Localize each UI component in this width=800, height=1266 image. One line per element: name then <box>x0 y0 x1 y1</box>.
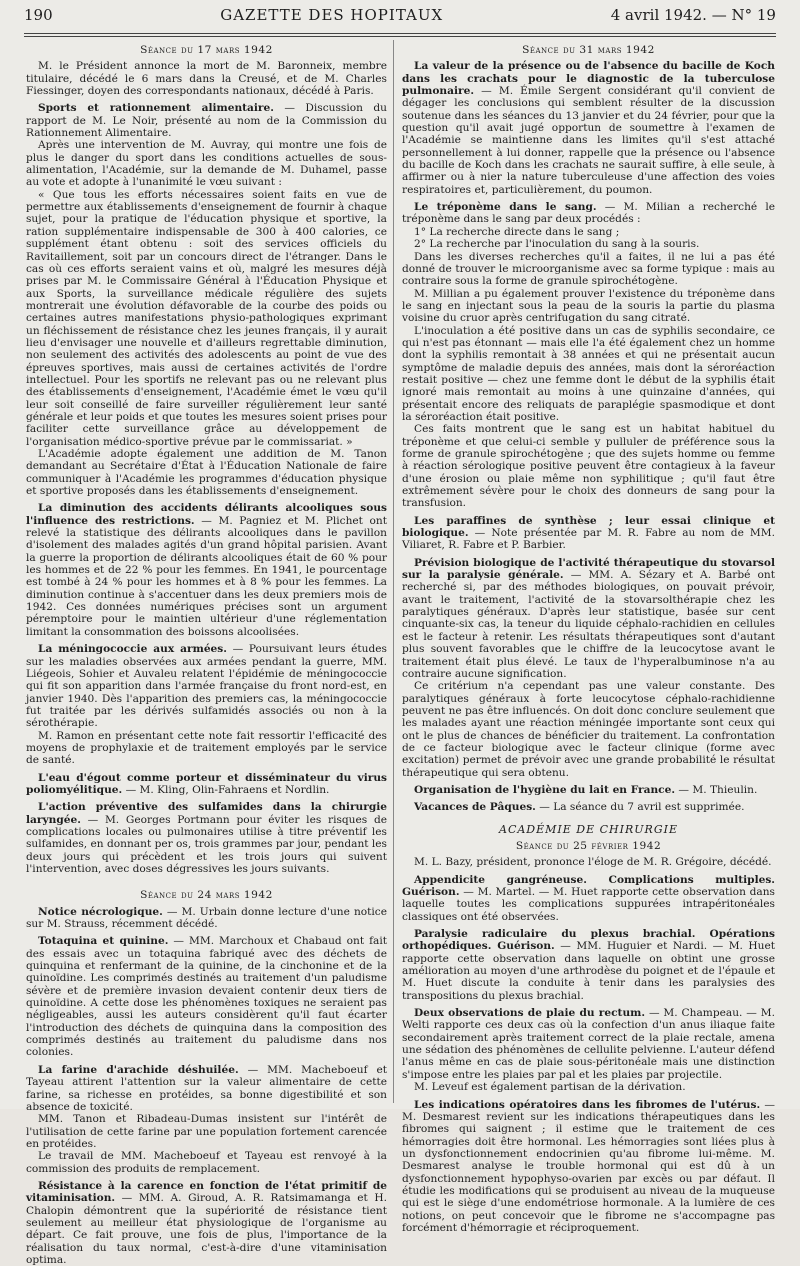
paragraph: Après une intervention de M. Auvray, qui montre une fois de plus le danger du sport dans les conditions actuelles de sous-alimentation, l'Académie, sur la demande de M. Duhamel, passe au vote et adopte à l'unanimité le vœu suivant : <box>26 139 387 189</box>
article-body: — Poursuivant leurs études sur les maladies observées aux armées pendant la guerre, MM. Liégeois, Sohier et Auvaleu relatent l'épidémie de méningococcie qui fit son apparition dans l'armée française du front nord-est, en janvier 1940. Dès l'apparition des premiers cas, la méningococcie fut traitée par les dérivés sulfamidés associés ou non à la sérothérapie. <box>26 643 387 730</box>
article <box>402 557 775 680</box>
article <box>26 1064 387 1113</box>
article <box>26 643 387 729</box>
article-body: — MM. Marchoux et Chabaud ont fait des essais avec un totaquina fabriqué avec des déchets de quinquina et renfermant de la quinine, de la cinchonine et de la quinoïdine. Les comprimés destinés au traitement d'un paludisme sévère et de première invasion devaient contenir deux tiers de quinoïdine. A cette dose les phénomènes toxiques ne seraient pas négligeables, aussi les auteurs considèrent qu'il faut écarter l'introduction des déchets de quinquina dans la composition des comprimés destinés au traitement du paludisme dans nos colonies. <box>26 935 387 1059</box>
paragraph: M. le Président annonce la mort de M. Baronneix, membre titulaire, décédé le 6 mars dans la Creusé, et de M. Charles Fiessinger, doyen des correspondants nationaux, décédé à Paris. <box>26 60 387 98</box>
paragraph: L'Académie adopte également une addition de M. Tanon demandant au Secrétaire d'État à l'Éducation Nationale de faire communiquer à l'Académie les programmes d'éducation physique et sportive proposés dans les établissements d'enseignement. <box>26 448 387 498</box>
paragraph: M. Ramon en présentant cette note fait ressortir l'efficacité des moyens de prophylaxie et de traitement employés par le service de santé. <box>26 729 387 767</box>
article <box>26 102 387 139</box>
paragraph: 2° La recherche par l'inoculation du sang à la souris. <box>414 238 700 251</box>
header-rule-double <box>24 36 776 37</box>
article-body: — M. Georges Portmann pour éviter les risques de complications locales ou pulmonaires utilise à titre préventif les sulfamides, en donnant per os, trois grammes par jour, pendant les deux jours qui précèdent et les trois jours qui suivent l'intervention, avec doses dégressives les jours suivants. <box>26 813 387 875</box>
paragraph: Ces faits montrent que le sang est un habitat habituel du tréponème et que celui-ci semble y pulluler de préférence sous la forme de granule spirochétogène ; que des sujets homme ou femme à réaction sérologique positive peuvent être contagieux à la faveur d'une érosion ou plaie même non syphilitique ; qu'il faut être extrêmement sévère pour le choix des donneurs de sang pour la transfusion. <box>402 423 775 510</box>
journal-title: GAZETTE DES HOPITAUX <box>220 6 444 24</box>
paragraph: « Que tous les efforts nécessaires soient faits en vue de permettre aux établissements d'enseignement de fournir à chaque sujet, pour la pratique de l'éducation physique et sportive, la ration supplémentaire indispensable de 300 à 400 calories, ce supplément étant obtenu : soit des services officiels du Ravitaillement, soit par un concours direct de l'étranger. Dans le cas où ces efforts seraient vains et où, malgré les mesures déjà prises par M. le Commissaire Général à l'Éducation Physique et aux Sports, la surveillance médicale régulière des sujets montrerait une évolution défavorable de la courbe des poids ou certaines autres manifestations physio-pathologiques exprimant un fléchissement de résistance chez les jeunes français, il y aurait lieu d'envisager une nouvelle et d'ailleurs regrettable diminution, non seulement des activités des adolescents au point de vue des épreuves sportives, mais aussi de certaines activités de l'ordre intellectuel. Pour les sportifs ne relevant pas ou ne relevant plus des établissements d'enseignement, l'Académie émet le vœu qu'il leur soit conseillé de faire surveiller régulièrement leur santé générale et leur poids et que toutes les mesures soient prises pour faciliter cette surveillance grâce au développement de l'organisation médico-sportive prévue par le commissariat. » <box>26 188 387 448</box>
paragraph: MM. Tanon et Ribadeau-Dumas insistent sur l'intérêt de l'utilisation de cette farine par une population fortement carencée en protéides. <box>26 1113 387 1150</box>
column-divider <box>393 40 394 1103</box>
article-title: L'action préventive des sulfamides dans la chirurgie laryngée. <box>26 801 387 826</box>
article-body: — MM. Macheboeuf et Tayeau attirent l'attention sur la valeur alimentaire de cette farine, sa richesse en protéides, sa bonne digestibilité et son absence de toxicité. <box>26 1063 388 1113</box>
article-title: Notice nécrologique. <box>38 905 163 918</box>
article-body: — M. Martel. — M. Huet rapporte cette observation dans laquelle toutes les complications suppurées intrapéritonéales classiques ont été observées. <box>402 886 775 923</box>
paragraph: 1° La recherche directe dans le sang ; <box>414 225 620 238</box>
article-title: Les paraffines de synthèse ; leur essai clinique et biologique. <box>402 514 775 540</box>
paragraph: M. Millian a pu également prouver l'existence du tréponème dans le sang en injectant sous la peau de la souris la partie du plasma voisine du cruor après centrifugation du sang citraté. <box>402 287 775 325</box>
article-title: Résistance à la carence en fonction de l'état primitif de vitaminisation. <box>26 1179 387 1205</box>
article <box>402 928 775 1002</box>
article <box>26 1180 387 1266</box>
article-title: Les indications opératoires dans les fibromes de l'utérus. <box>414 1098 761 1111</box>
article-body: — MM. A. Giroud, A. R. Ratsimamanga et H. Chalopin démontrent que la supériorité de résistance tient seulement au meilleur état physiologique de l'organisme au départ. Ce fait prouve, une fois de plus, l'importance de la réalisation du taux normal, c'est-à-dire d'une vitaminisation optima. <box>26 1192 387 1266</box>
article-body: — La séance du 7 avril est supprimée. <box>535 801 745 814</box>
article <box>26 935 387 1058</box>
paragraph: M. Leveuf est également partisan de la dérivation. <box>414 1081 686 1094</box>
paragraph: L'inoculation a été positive dans un cas de syphilis secondaire, ce qui n'est pas étonnant — mais elle l'a été également chez un homme dont la syphilis remontait à 38 années et qui ne présentait aucun symptôme de maladie depuis des années, mais dont la séroréaction restait positive — chez une femme dont le début de la syphilis était ignoré mais remontait au moins à une quinzaine d'années, qui présentait encore des reliquats de paraplégie spasmodique et dont la séroréaction était positive. <box>402 324 775 423</box>
article-body: — MM. A. Sézary et A. Barbé ont recherché si, par des méthodes biologiques, on pouvait prévoir, avant le traitement, l'activité de la stovarsolthérapie chez les paralytiques généraux. D'après leur statistique, basée sur cent cinquante-six cas, la teneur du liquide céphalo-rachidien en cellules est le facteur à retenir. Les résultats thérapeutiques sont d'autant plus souvent favorables que le chiffre de la leucocytose avant le traitement était plus élevé. Le taux de l'hyperalbuminose n'a au contraire aucune signification. <box>402 569 775 680</box>
seance-heading: Séance du 31 mars 1942 <box>522 44 655 56</box>
seance-heading: Séance du 25 février 1942 <box>515 839 662 852</box>
article-body: — MM. Huguier et Nardi. — M. Huet rapporte cette observation dans laquelle on obtint une grosse amélioration au moyen d'une arthrodèse du poignet et de l'épaule et M. Huet discute la conduite à tenir dans les paralysies des transpositions du plexus brachial. <box>402 940 776 1002</box>
issue-date: 4 avril 1942. — N° 19 <box>610 6 776 24</box>
article-title: L'eau d'égout comme porteur et disséminateur du virus poliomyélitique. <box>26 771 387 796</box>
paragraph: Le travail de MM. Macheboeuf et Tayeau est renvoyé à la commission des produits de remplacement. <box>26 1150 387 1175</box>
article-title: Paralysie radiculaire du plexus brachial. Opérations orthopédiques. Guérison. <box>402 928 775 953</box>
article-title: La méningococcie aux armées. <box>38 643 227 656</box>
article <box>26 801 387 875</box>
article-title: Le tréponème dans le sang. <box>414 201 597 214</box>
article-title: Sports et rationnement alimentaire. <box>38 102 274 115</box>
article-body: — Discussion du rapport de M. Le Noir, présenté au nom de la Commission du Rationnement Alimentaire. <box>26 102 387 140</box>
left-column <box>26 42 388 1266</box>
article-title: Vacances de Pâques. <box>414 801 536 814</box>
article <box>402 201 775 226</box>
paragraph: M. L. Bazy, président, prononce l'éloge de M. R. Grégoire, décédé. <box>414 856 772 869</box>
article <box>26 772 387 797</box>
article <box>402 801 775 813</box>
article-body: — M. Champeau. — M. Welti rapporte ces deux cas où la confection d'un anus iliaque faite secondairement après traitement correct de la plaie rectale, amena une sédation des phénomènes de cellulite pelvienne. L'auteur défend l'anus même en cas de plaie sous-péritonéale mais une distinction s'impose entre les plaies par pal et les plaies par projectile. <box>402 1007 775 1081</box>
page-number: 190 <box>24 6 53 24</box>
paragraph: Ce critérium n'a cependant pas une valeur constante. Des paralytiques généraux à forte leucocytose céphalo-rachidienne peuvent ne pas être influencés. On doit donc conclure seulement que les malades ayant une réaction méningée importante sont ceux qui ont le plus de chances de bénéficier du traitement. La confrontation de ce facteur biologique avec le facteur clinique (forme avec excitation) permet de prévoir avec une grande probabilité le résultat thérapeutique qui sera obtenu. <box>402 680 775 779</box>
article <box>402 1007 775 1081</box>
article <box>402 784 775 796</box>
article-body: — M. Thieulin. <box>675 783 758 796</box>
article-title: Appendicite gangréneuse. Complications multiples. Guérison. <box>402 873 775 898</box>
article <box>26 906 387 931</box>
seance-heading: Séance du 17 mars 1942 <box>140 44 273 56</box>
article-title: Prévision biologique de l'activité thérapeutique du stovarsol sur la paralysie générale. <box>402 556 775 582</box>
article <box>402 515 775 552</box>
article-title: La valeur de la présence ou de l'absence du bacille de Koch dans les crachats pour le diagnostic de la tuberculose pulmonaire. <box>402 60 775 98</box>
article-title: La farine d'arachide déshuilée. <box>38 1063 239 1076</box>
article <box>26 502 387 638</box>
article-body: — M. Pagniez et M. Plichet ont relevé la statistique des délirants alcooliques dans le pavillon d'isolement des malades agités d'un grand hôpital parisien. Avant la guerre la proportion de délirants alcooliques était de 60 % pour les hommes et de 22 % pour les femmes. En 1941, le pourcentage est tombé à 24 % pour les hommes et à 8 % pour les femmes. La diminution continue à s'accentuer dans les deux premiers mois de 1942. Ces données numériques précises sont un argument péremptoire pour le maintien ultérieur d'une réglementation limitant la consommation des boissons alcoolisées. <box>26 514 388 638</box>
article-title: Organisation de l'hygiène du lait en France. <box>414 783 676 796</box>
article <box>402 874 775 923</box>
article-title: La diminution des accidents délirants alcooliques sous l'influence des restrictions. <box>26 502 387 527</box>
article-body: — M. Milian a recherché le tréponème dans le sang par deux procédés : <box>402 201 775 226</box>
page-header <box>24 6 776 32</box>
article <box>402 60 775 196</box>
right-column <box>402 42 776 1234</box>
article <box>402 1099 775 1235</box>
article-body: — Note présentée par M. R. Fabre au nom de MM. Viliaret, R. Fabre et P. Barbier. <box>402 527 775 552</box>
article-body: — M. Émile Sergent considérant qu'il convient de dégager les conclusions qui semblent résulter de la discussion soutenue dans les séances du 13 janvier et du 24 février, pour que la question qu'il avait jugé opportun de soumettre à l'examen de l'Académie se maintienne dans les limites qu'il s'est attaché personnellement à lui donner, rappelle que la présence ou l'absence du bacille de Koch dans les crachats ne saurait suffire, à elle seule, à affirmer ou à nier la nature tuberculeuse d'une affection des voies respiratoires et, particulièrement, du poumon. <box>402 85 775 196</box>
header-rule <box>24 33 776 34</box>
paragraph: Dans les diverses recherches qu'il a faites, il ne lui a pas été donné de trouver le microorganisme avec sa forme typique : mais au contraire sous la forme de granule spirochétogène. <box>402 250 775 288</box>
article-title: Deux observations de plaie du rectum. <box>414 1007 646 1020</box>
section-title: ACADÉMIE DE CHIRURGIE <box>499 822 678 836</box>
article-title: Totaquina et quinine. <box>38 935 169 948</box>
seance-heading: Séance du 24 mars 1942 <box>140 889 273 902</box>
article-body: — M. Kling, Olin-Fahraens et Nordlin. <box>122 783 330 796</box>
article-body: — M. Urbain donne lecture d'une notice sur M. Strauss, récemment décédé. <box>26 905 387 931</box>
article-body: — M. Desmarest revient sur les indications thérapeutiques dans les fibromes qui saignent ; il estime que le traitement de ces hémorragies doit être hormonal. Les hémorragies sont liées plus à un dysfonctionnement endocrinien qu'au fibrome lui-même. M. Desmarest analyse le trouble hormonal qui est dû à un dysfonctionnement hypophyso-ovarien par excès ou par défaut. Il étudie les modifications qui se produisent au niveau de la muqueuse qui est le siège d'une endométriose hormonale. A la lumière de ces notions, on peut concevoir que le fibrome ne s'accompagne pas forcément d'hémorragie et réciproquement. <box>402 1098 775 1234</box>
